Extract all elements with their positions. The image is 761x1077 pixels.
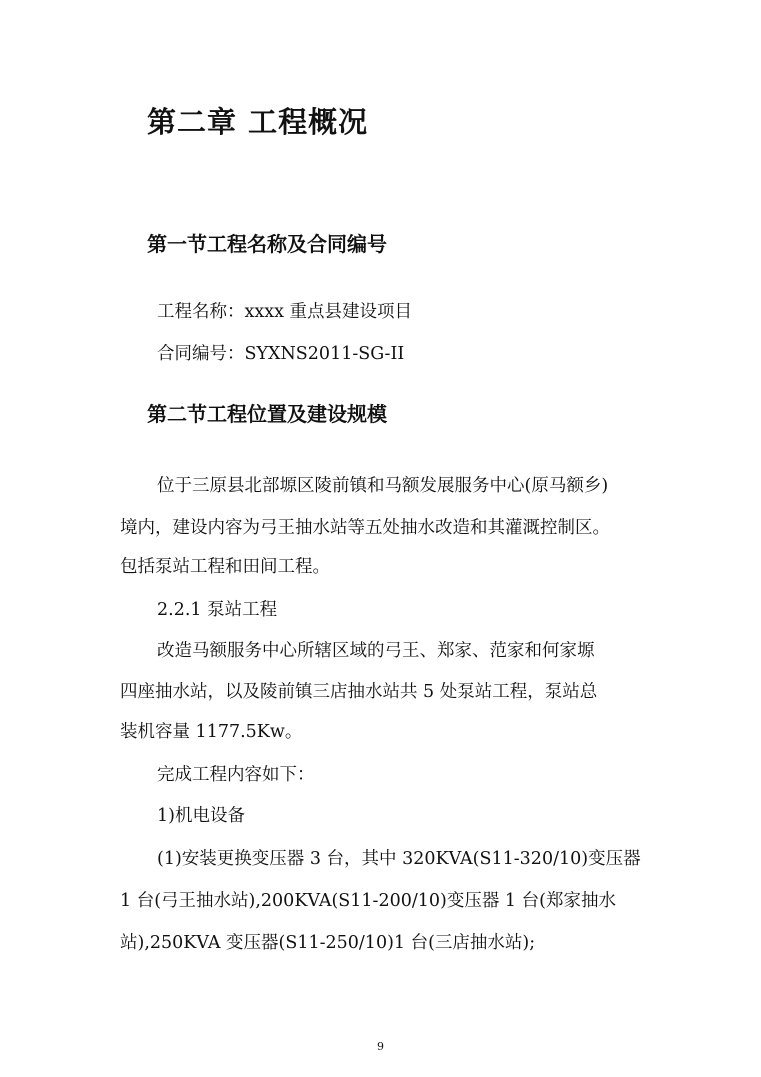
page-number: 9: [377, 1040, 384, 1053]
body-line: 完成工程内容如下：: [157, 765, 315, 785]
body-line: (1)安装更换变压器 3 台，其中 320KVA(S11-320/10)变压器: [157, 849, 641, 869]
body-line: 改造马额服务中心所辖区域的弓王、郑家、范家和何家塬: [157, 641, 595, 661]
subsection-heading: 2.2.1 泵站工程: [157, 600, 278, 620]
body-line: 境内，建设内容为弓王抽水站等五处抽水改造和其灌溉控制区。: [120, 518, 610, 538]
project-name-line: 工程名称：xxxx 重点县建设项目: [157, 302, 413, 322]
section-2-title: 第二节工程位置及建设规模: [147, 402, 387, 426]
body-line: 装机容量 1177.5Kw。: [120, 722, 303, 742]
list-heading: 1)机电设备: [157, 806, 245, 826]
chapter-title: 第二章 工程概况: [147, 105, 369, 139]
body-line: 四座抽水站，以及陵前镇三店抽水站共 5 处泵站工程，泵站总: [120, 682, 598, 702]
body-line: 1 台(弓王抽水站),200KVA(S11-200/10)变压器 1 台(郑家抽水: [120, 891, 616, 911]
section-1-title: 第一节工程名称及合同编号: [147, 232, 387, 256]
body-line: 包括泵站工程和田间工程。: [120, 557, 330, 577]
contract-number-line: 合同编号：SYXNS2011-SG-II: [157, 344, 405, 364]
body-line: 站),250KVA 变压器(S11-250/10)1 台(三店抽水站);: [120, 933, 536, 953]
body-line: 位于三原县北部塬区陵前镇和马额发展服务中心(原马额乡): [157, 476, 609, 496]
